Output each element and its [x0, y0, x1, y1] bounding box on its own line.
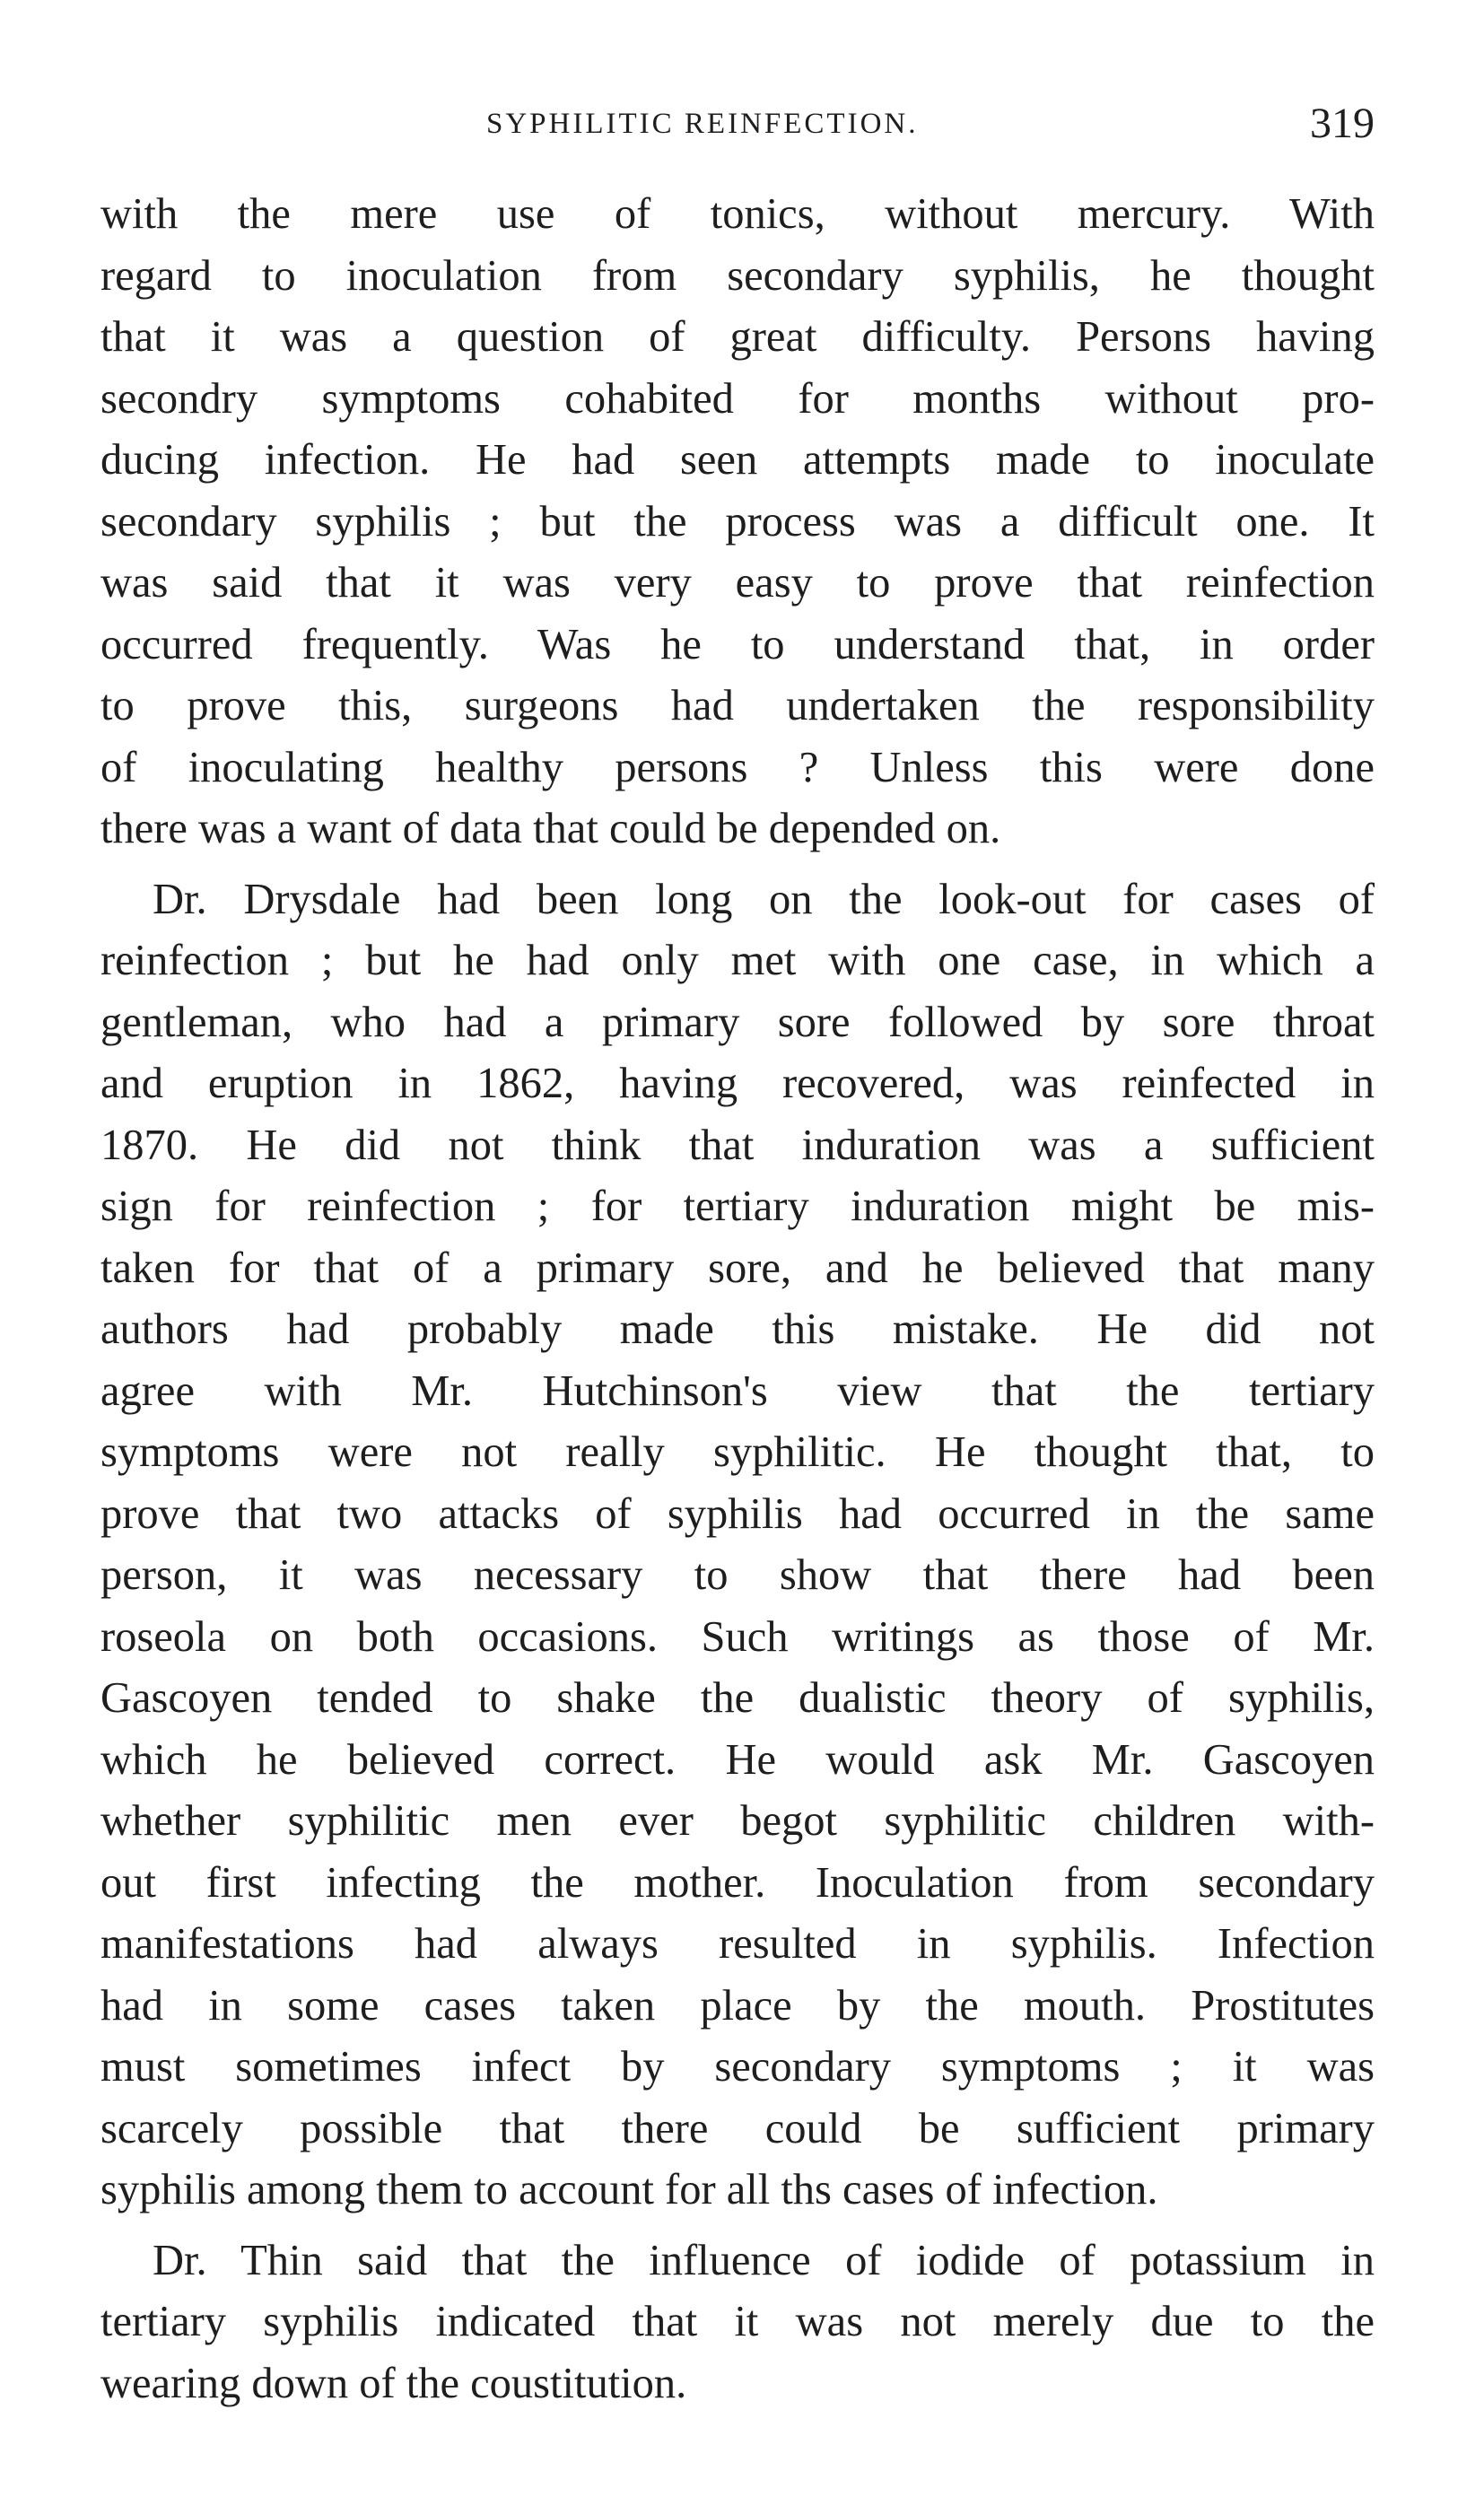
- text-line: whether syphilitic men ever begot syphilitic children with-: [100, 1797, 1375, 1845]
- body-text: [100, 184, 1375, 2414]
- text-line: wearing down of the coustitution.: [100, 2359, 687, 2407]
- text-line: taken for that of a primary sore, and he believed that many: [100, 1244, 1375, 1292]
- text-line: secondry symptoms cohabited for months without pro-: [100, 374, 1375, 423]
- text-line: Gascoyen tended to shake the dualistic theory of syphilis,: [100, 1674, 1375, 1722]
- text-line: of inoculating healthy persons ? Unless this were done: [100, 743, 1375, 791]
- text-line: manifestations had always resulted in syphilis. Infection: [100, 1920, 1375, 1968]
- text-line: scarcely possible that there could be sufficient primary: [100, 2104, 1375, 2152]
- text-line: reinfection ; but he had only met with one case, in which a: [100, 937, 1375, 984]
- running-head: [100, 97, 1375, 151]
- text-line: prove that two attacks of syphilis had occurred in the same: [100, 1489, 1375, 1538]
- text-line: secondary syphilis ; but the process was a difficult one. It: [100, 497, 1375, 546]
- text-line: out first infecting the mother. Inoculation from secondary: [100, 1858, 1375, 1907]
- text-line: which he believed correct. He would ask Mr. Gascoyen: [100, 1735, 1375, 1784]
- text-line: regard to inoculation from secondary syphilis, he thought: [100, 251, 1375, 300]
- page-number: 319: [1310, 100, 1375, 147]
- paragraph-1: [100, 184, 1375, 860]
- text-line: symptoms were not really syphilitic. He thought that, to: [100, 1428, 1375, 1476]
- text-line: 1870. He did not think that induration was a sufficient: [100, 1121, 1375, 1169]
- text-line: syphilis among them to account for all ths cases of infection.: [100, 2166, 1158, 2213]
- text-line: Dr. Thin said that the influence of iodide of potassium in: [153, 2236, 1375, 2284]
- text-line: gentleman, who had a primary sore followed by sore throat: [100, 998, 1375, 1046]
- paragraph-2: [100, 869, 1375, 2222]
- text-line: person, it was necessary to show that there had been: [100, 1551, 1375, 1599]
- text-line: agree with Mr. Hutchinson's view that the tertiary: [100, 1366, 1375, 1415]
- text-line: roseola on both occasions. Such writings as those of Mr.: [100, 1612, 1375, 1661]
- text-line: with the mere use of tonics, without mercury. With: [100, 190, 1375, 238]
- text-line: there was a want of data that could be depended on.: [100, 805, 1001, 852]
- text-line: occurred frequently. Was he to understand that, in order: [100, 620, 1375, 668]
- paragraph-3: [100, 2231, 1375, 2415]
- paragraph-gap: [100, 860, 1375, 869]
- text-line: must sometimes infect by secondary symptoms ; it was: [100, 2043, 1375, 2091]
- running-head-title: SYPHILITIC REINFECTION.: [486, 108, 919, 140]
- text-line: sign for reinfection ; for tertiary induration might be mis-: [100, 1183, 1375, 1230]
- text-line: that it was a question of great difficulty. Persons having: [100, 313, 1375, 361]
- text-line: Dr. Drysdale had been long on the look-out for cases of: [153, 875, 1375, 923]
- text-line: and eruption in 1862, having recovered, was reinfected in: [100, 1060, 1375, 1107]
- text-line: tertiary syphilis indicated that it was not merely due to the: [100, 2298, 1375, 2345]
- text-line: authors had probably made this mistake. He did not: [100, 1305, 1375, 1353]
- text-line: ducing infection. He had seen attempts made to inoculate: [100, 436, 1375, 484]
- text-line: had in some cases taken place by the mouth. Prostitutes: [100, 1981, 1375, 2030]
- paragraph-gap: [100, 2222, 1375, 2231]
- text-line: to prove this, surgeons had undertaken the responsibility: [100, 682, 1375, 729]
- text-line: was said that it was very easy to prove that reinfection: [100, 559, 1375, 607]
